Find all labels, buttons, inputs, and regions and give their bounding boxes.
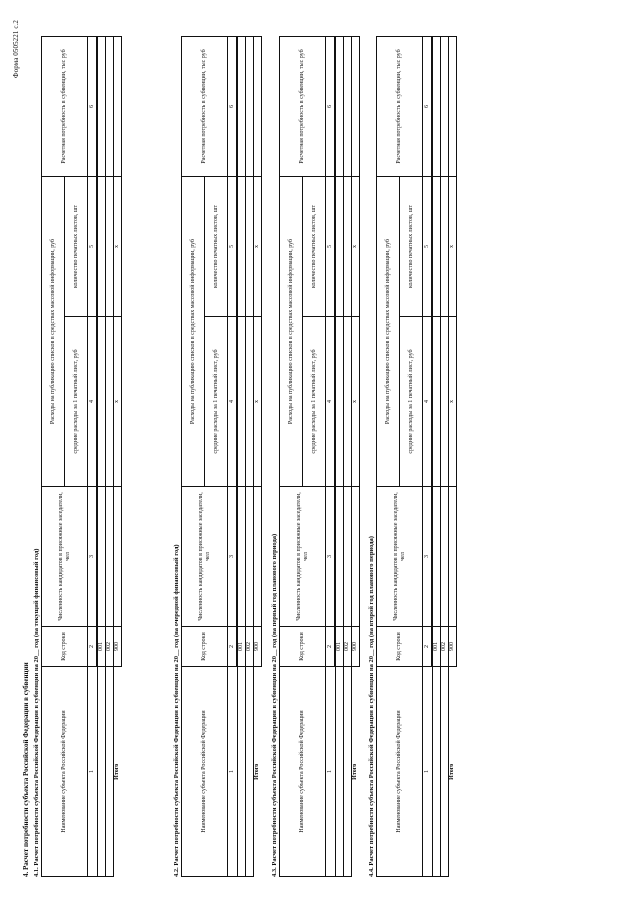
line-code: 001 (237, 627, 246, 667)
col-number: 3 (423, 487, 433, 627)
cell (344, 487, 352, 627)
header-line-code: Код строки (280, 627, 326, 667)
total-code: 900 (114, 627, 122, 667)
cell (254, 487, 262, 627)
col-number: 6 (326, 37, 336, 177)
col-number: 5 (88, 177, 98, 317)
cell (432, 667, 441, 877)
col-number: 5 (423, 177, 433, 317)
header-candidates: Численность кандидатов в присяжные заседатели, чел (280, 487, 326, 627)
line-code: 001 (97, 627, 106, 667)
col-number: 1 (228, 667, 238, 877)
cell (335, 667, 344, 877)
header-avg-cost: средние расходы за 1 печатный лист, руб (65, 317, 88, 487)
form-number: Форма 0505221 с.2 (12, 20, 20, 78)
cell (344, 317, 352, 487)
cell (97, 667, 106, 877)
cell (237, 667, 246, 877)
x-mark: x (114, 177, 122, 317)
cell (441, 317, 449, 487)
total-label: Итого (352, 763, 359, 780)
block-4-4 (367, 37, 457, 877)
cell (335, 177, 344, 317)
header-need: Расчетная потребность в субвенции, тыс руб (280, 37, 326, 177)
col-number: 2 (326, 627, 336, 667)
header-need: Расчетная потребность в субвенции, тыс руб (377, 37, 423, 177)
col-number: 4 (228, 317, 238, 487)
header-avg-cost: средние расходы за 1 печатный лист, руб (205, 317, 228, 487)
col-number: 3 (88, 487, 98, 627)
block-title: 4.1. Расчет потребности субъекта Российской Федерации в субвенции на 20__ год (на текущий финансовый год) (33, 548, 40, 877)
cell (106, 37, 114, 177)
header-sheets: количество печатных листов, шт (400, 177, 423, 317)
header-candidates: Численность кандидатов в присяжные заседатели, чел (377, 487, 423, 627)
cell (254, 37, 262, 177)
line-code: 002 (344, 627, 352, 667)
col-number: 4 (326, 317, 336, 487)
cell (106, 317, 114, 487)
header-avg-cost: средние расходы за 1 печатный лист, руб (303, 317, 326, 487)
col-number: 4 (88, 317, 98, 487)
header-publication-costs: Расходы на публикацию списков в средствах массовой информации, руб (280, 177, 303, 487)
header-subject-name: Наименование субъекта Российской Федерации (42, 667, 88, 877)
cell (441, 177, 449, 317)
block-title: 4.3. Расчет потребности субъекта Российской Федерации в субвенции на 20__ год (на первый год планового периода) (271, 533, 278, 877)
cell (441, 667, 449, 877)
cell (432, 37, 441, 177)
header-candidates: Численность кандидатов в присяжные заседатели, чел (182, 487, 228, 627)
block-4-1 (32, 37, 122, 877)
line-code: 001 (432, 627, 441, 667)
cell (246, 487, 254, 627)
header-line-code: Код строки (42, 627, 88, 667)
subvention-table (279, 36, 360, 877)
cell (352, 37, 360, 177)
cell (335, 317, 344, 487)
header-subject-name: Наименование субъекта Российской Федерации (182, 667, 228, 877)
col-number: 3 (326, 487, 336, 627)
cell (237, 487, 246, 627)
header-line-code: Код строки (377, 627, 423, 667)
cell (352, 487, 360, 627)
subvention-table (376, 36, 457, 877)
block-4-3 (270, 37, 360, 877)
header-sheets: количество печатных листов, шт (205, 177, 228, 317)
cell (246, 667, 254, 877)
cell (246, 37, 254, 177)
cell (335, 487, 344, 627)
cell (344, 667, 352, 877)
section-title: 4. Расчет потребности субъекта Российской Федерации в субвенции (22, 662, 30, 877)
cell (106, 667, 114, 877)
header-sheets: количество печатных листов, шт (303, 177, 326, 317)
col-number: 6 (88, 37, 98, 177)
col-number: 3 (228, 487, 238, 627)
header-subject-name: Наименование субъекта Российской Федерации (377, 667, 423, 877)
cell (114, 37, 122, 177)
cell (449, 487, 457, 627)
cell (441, 487, 449, 627)
col-number: 1 (423, 667, 433, 877)
subvention-table (181, 36, 262, 877)
cell (237, 317, 246, 487)
line-code: 002 (246, 627, 254, 667)
cell (246, 317, 254, 487)
x-mark: x (449, 317, 457, 487)
cell (237, 177, 246, 317)
cell (432, 177, 441, 317)
header-candidates: Численность кандидатов в присяжные заседатели, чел (42, 487, 88, 627)
header-publication-costs: Расходы на публикацию списков в средствах массовой информации, руб (377, 177, 400, 487)
line-code: 002 (441, 627, 449, 667)
col-number: 4 (423, 317, 433, 487)
cell (106, 487, 114, 627)
cell (449, 37, 457, 177)
col-number: 1 (326, 667, 336, 877)
header-need: Расчетная потребность в субвенции, тыс руб (42, 37, 88, 177)
cell (114, 487, 122, 627)
block-title: 4.4. Расчет потребности субъекта Российской Федерации в субвенции на 20__ год (на второй год планового периода) (368, 536, 375, 877)
col-number: 2 (88, 627, 98, 667)
header-subject-name: Наименование субъекта Российской Федерации (280, 667, 326, 877)
cell (432, 487, 441, 627)
cell (97, 487, 106, 627)
cell (246, 177, 254, 317)
col-number: 2 (228, 627, 238, 667)
col-number: 1 (88, 667, 98, 877)
col-number: 6 (228, 37, 238, 177)
header-line-code: Код строки (182, 627, 228, 667)
subvention-table (41, 36, 122, 877)
x-mark: x (352, 177, 360, 317)
x-mark: x (114, 317, 122, 487)
x-mark: x (254, 177, 262, 317)
x-mark: x (449, 177, 457, 317)
cell (97, 177, 106, 317)
cell (237, 37, 246, 177)
total-label: Итого (449, 763, 456, 780)
col-number: 2 (423, 627, 433, 667)
cell (344, 37, 352, 177)
total-code: 900 (449, 627, 457, 667)
total-code: 900 (352, 627, 360, 667)
cell (97, 317, 106, 487)
total-label: Итого (114, 763, 121, 780)
cell (97, 37, 106, 177)
total-label: Итого (254, 763, 261, 780)
cell (344, 177, 352, 317)
header-avg-cost: средние расходы за 1 печатный лист, руб (400, 317, 423, 487)
block-title: 4.2. Расчет потребности субъекта Российской Федерации в субвенции на 20__ год (на очередной финансовый год) (173, 544, 180, 877)
line-code: 001 (335, 627, 344, 667)
x-mark: x (352, 317, 360, 487)
col-number: 5 (326, 177, 336, 317)
cell (335, 37, 344, 177)
line-code: 002 (106, 627, 114, 667)
x-mark: x (254, 317, 262, 487)
cell (441, 37, 449, 177)
header-sheets: количество печатных листов, шт (65, 177, 88, 317)
header-need: Расчетная потребность в субвенции, тыс руб (182, 37, 228, 177)
total-code: 900 (254, 627, 262, 667)
cell (432, 317, 441, 487)
col-number: 5 (228, 177, 238, 317)
block-4-2 (172, 37, 262, 877)
header-publication-costs: Расходы на публикацию списков в средствах массовой информации, руб (42, 177, 65, 487)
col-number: 6 (423, 37, 433, 177)
header-publication-costs: Расходы на публикацию списков в средствах массовой информации, руб (182, 177, 205, 487)
cell (106, 177, 114, 317)
